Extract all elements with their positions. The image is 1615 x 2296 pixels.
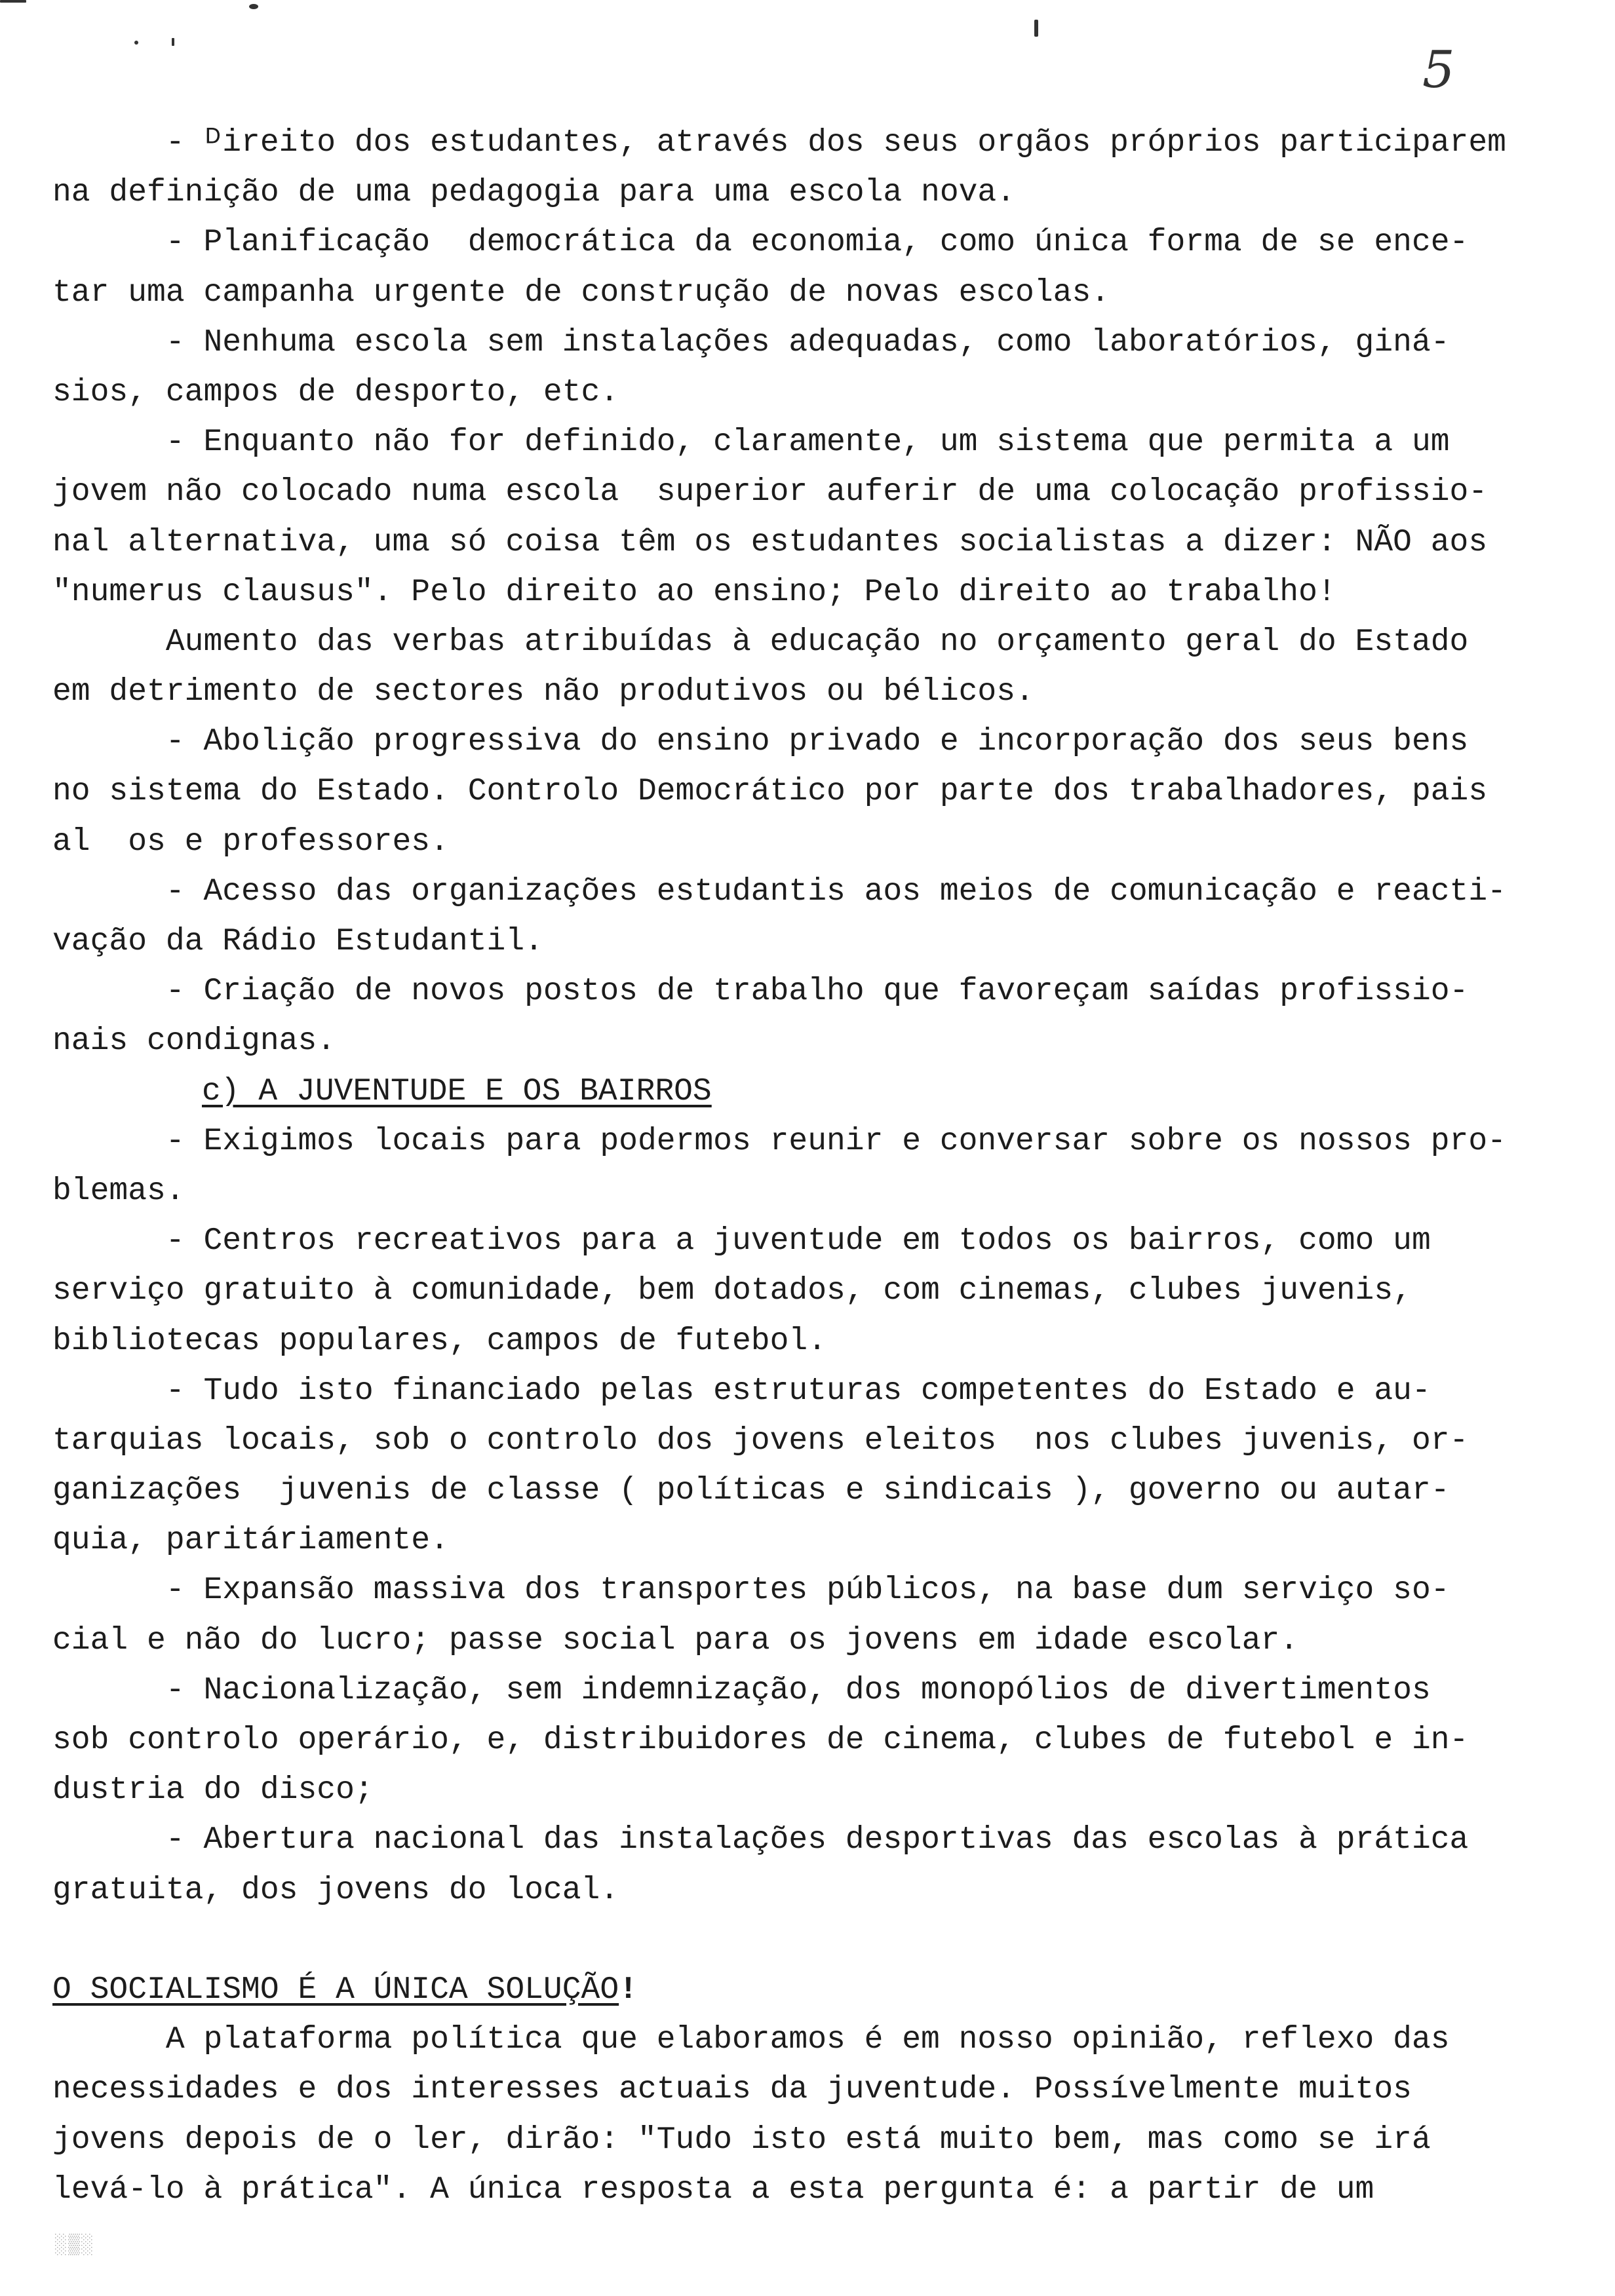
page-number: 5 — [1422, 41, 1455, 100]
text-line: al os e professores. — [52, 824, 449, 860]
text-line: blemas. — [52, 1173, 185, 1209]
scan-speck — [0, 0, 26, 3]
scan-speck — [1034, 20, 1038, 37]
section-title-socialismo — [52, 1965, 1593, 2015]
scan-speck — [172, 38, 174, 46]
text-line: - Tudo isto financiado pelas estruturas competentes do Estado e au- — [52, 1373, 1431, 1409]
text-line: nais condignas. — [52, 1024, 336, 1060]
text-line: sob controlo operário, e, distribuidores de cinema, clubes de futebol e in- — [52, 1723, 1469, 1758]
text-line: quia, paritáriamente. — [52, 1523, 449, 1559]
section-title-text: O SOCIALISMO É A ÚNICA SOLUÇÃO — [52, 1972, 619, 2008]
text-line: cial e não do lucro; passe social para os jovens em idade escolar. — [52, 1622, 1299, 1658]
section-title-mark: ! — [619, 1972, 638, 2008]
text-line: - Acesso das organizações estudantis aos meios de comunicação e reacti- — [52, 873, 1506, 909]
text-line: bibliotecas populares, campos de futebol. — [52, 1323, 827, 1359]
text-line: em detrimento de sectores não produtivos ou bélicos. — [52, 674, 1034, 710]
text-line: "numerus clausus". Pelo direito ao ensino; Pelo direito ao trabalho! — [52, 574, 1336, 610]
text-line: ganizações juvenis de classe ( políticas e sindicais ), governo ou autar- — [52, 1473, 1450, 1509]
text-line: tarquias locais, sob o controlo dos jovens eleitos nos clubes juvenis, or- — [52, 1423, 1469, 1459]
blank-line — [52, 1915, 1593, 1965]
text-line: - Expansão massiva dos transportes públicos, na base dum serviço so- — [52, 1573, 1450, 1609]
text-line: serviço gratuito à comunidade, bem dotados, com cinemas, clubes juvenis, — [52, 1273, 1412, 1309]
section-heading-juventude-bairros — [52, 1067, 1593, 1117]
text-line: - Enquanto não for definido, claramente, um sistema que permita a um — [52, 425, 1450, 461]
text-line: - Abertura nacional das instalações desportivas das escolas à prática — [52, 1822, 1469, 1858]
text-line: no sistema do Estado. Controlo Democrático por parte dos trabalhadores, pais — [52, 774, 1488, 810]
text-line: - Centros recreativos para a juventude em todos os bairros, como um — [52, 1223, 1431, 1259]
text-line: jovem não colocado numa escola superior auferir de uma colocação profissio- — [52, 474, 1488, 510]
text-line: jovens depois de o ler, dirão: "Tudo isto está muito bem, mas como se irá — [52, 2122, 1431, 2158]
text-line: - Planificação democrática da economia, como única forma de se ence- — [52, 225, 1469, 261]
scan-smudge: ░▒░ — [55, 2234, 95, 2257]
text-line: gratuita, dos jovens do local. — [52, 1872, 619, 1908]
text-line: - Criação de novos postos de trabalho que favoreçam saídas profissio- — [52, 974, 1469, 1010]
heading-text: c) A JUVENTUDE E OS BAIRROS — [202, 1073, 712, 1109]
text-line: Aumento das verbas atribuídas à educação no orçamento geral do Estado — [52, 624, 1469, 660]
text-line: - Nacionalização, sem indemnização, dos monopólios de divertimentos — [52, 1672, 1431, 1708]
text-line: tar uma campanha urgente de construção de novas escolas. — [52, 275, 1110, 311]
text-line: - Exigimos locais para podermos reunir e conversar sobre os nossos pro- — [52, 1123, 1506, 1159]
text-line: - Abolição progressiva do ensino privado e incorporação dos seus bens — [52, 724, 1469, 760]
text-line: nal alternativa, uma só coisa têm os estudantes socialistas a dizer: NÃO aos — [52, 524, 1488, 560]
text-line: dustria do disco; — [52, 1772, 374, 1808]
text-line: sios, campos de desporto, etc. — [52, 374, 619, 410]
text-line: - ᴰireito dos estudantes, através dos seus orgãos próprios participarem — [52, 125, 1506, 161]
text-line: necessidades e dos interesses actuais da juventude. Possívelmente muitos — [52, 2072, 1412, 2108]
text-line: na definição de uma pedagogia para uma escola nova. — [52, 175, 1016, 211]
text-line: - Nenhuma escola sem instalações adequadas, como laboratórios, giná- — [52, 324, 1450, 360]
scan-speck — [249, 4, 258, 9]
text-line: levá-lo à prática". A única resposta a esta pergunta é: a partir de um — [52, 2172, 1374, 2208]
scan-speck — [134, 41, 138, 45]
text-line: A plataforma política que elaboramos é em nosso opinião, reflexo das — [52, 2022, 1450, 2058]
text-line: vação da Rádio Estudantil. — [52, 924, 543, 959]
body-text — [52, 118, 1593, 2215]
